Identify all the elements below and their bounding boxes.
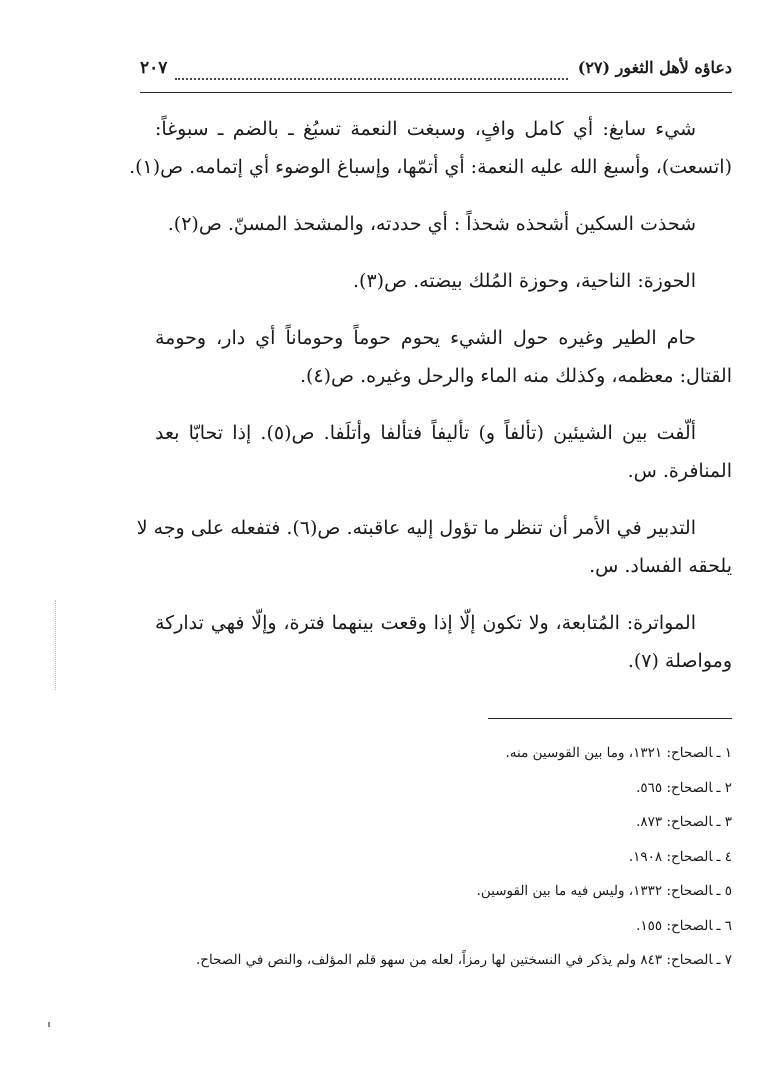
footnote-number: ٤ ـ	[716, 848, 732, 865]
text-line: الحوزة: الناحية، وحوزة المُلك بيضته. ص(٣).	[353, 270, 696, 292]
footnote-number: ٦ ـ	[716, 917, 732, 934]
text-line: المنافرة. س.	[627, 460, 732, 482]
footnote	[120, 771, 732, 806]
text-line: ومواصلة (٧).	[627, 650, 732, 672]
footnote-text: الصحاح: ٨٤٣ ولم يذكر في النسختين لها رمزاً، لعله من سهو قلم المؤلف، والنص في الصحاح.	[195, 952, 713, 968]
scan-margin-mark	[55, 600, 56, 690]
text-line: القتال: معظمه، وكذلك منه الماء والرحل وغيره. ص(٤).	[299, 365, 732, 387]
footnote-divider	[488, 718, 732, 719]
entry-sabigh	[129, 110, 732, 186]
text-line: التدبير في الأمر أن تنظر ما تؤول إليه عاقبته. ص(٦). فتفعله على وجه لا	[136, 517, 696, 539]
text-line: (اتسعت)، وأسبغ الله عليه النعمة: أي أتمّها، وإسباغ الوضوء أي إتمامه. ص(١).	[129, 156, 732, 178]
entry-muwatara	[155, 604, 732, 680]
text-line: يلحقه الفساد. س.	[589, 555, 732, 577]
entry-hawza	[155, 262, 732, 300]
footnote-number: ٧ ـ	[716, 952, 732, 968]
entry-tadbir	[136, 509, 732, 585]
text-line: شحذت السكين أشحذه شحذاً : أي حددته، والمشحذ المسنّ. ص(٢).	[167, 213, 696, 235]
footnote	[120, 909, 732, 944]
scan-speck	[48, 1022, 50, 1027]
footnote-number: ١ ـ	[716, 745, 732, 761]
page-number: ٢٠٧	[140, 58, 168, 78]
text-line: المواترة: المُتابعة، ولا تكون إلّا إذا وقعت بينهما فترة، وإلّا فهي تداركة	[155, 612, 696, 634]
footnote-text: الصحاح: ١٣٣٢، وليس فيه ما بين القوسين.	[476, 883, 713, 899]
entry-hama	[155, 319, 732, 395]
footnote-number: ٢ ـ	[716, 779, 732, 796]
footnote	[120, 874, 732, 909]
main-text	[129, 110, 732, 699]
footnote-text: الصحاح: ٥٦٥.	[636, 779, 713, 796]
footnote-number: ٥ ـ	[716, 883, 732, 899]
footnote-text: الصحاح: ١٩٠٨.	[628, 848, 713, 865]
footnotes	[120, 736, 732, 978]
footnote	[120, 736, 732, 771]
running-title: دعاؤه لأهل الثغور (٢٧)	[577, 58, 732, 77]
footnote	[120, 943, 732, 978]
footnote-text: الصحاح: ٨٧٣.	[636, 814, 713, 830]
footnote	[120, 840, 732, 875]
text-line: حام الطير وغيره حول الشيء يحوم حوماً وحوماناً أي دار، وحومة	[155, 327, 696, 349]
entry-shahadhtu	[155, 205, 732, 243]
footnote-text: الصحاح: ١٥٥.	[636, 917, 713, 934]
entry-allaftu	[155, 414, 732, 490]
text-line: ألّفت بين الشيئين (تألفاً و) تأليفاً فتألفا وأتلَفا. ص(٥). إذا تحابّا بعد	[155, 422, 696, 444]
header-dot-leader	[175, 78, 567, 80]
footnote-text: الصحاح: ١٣٢١، وما بين القوسين منه.	[505, 745, 713, 761]
running-header	[140, 58, 732, 93]
text-line: شيء سابغ: أي كامل وافٍ، وسبغت النعمة تسبُغ ـ بالضم ـ سبوغاً:	[155, 118, 696, 140]
footnote	[120, 805, 732, 840]
footnote-number: ٣ ـ	[716, 814, 732, 830]
